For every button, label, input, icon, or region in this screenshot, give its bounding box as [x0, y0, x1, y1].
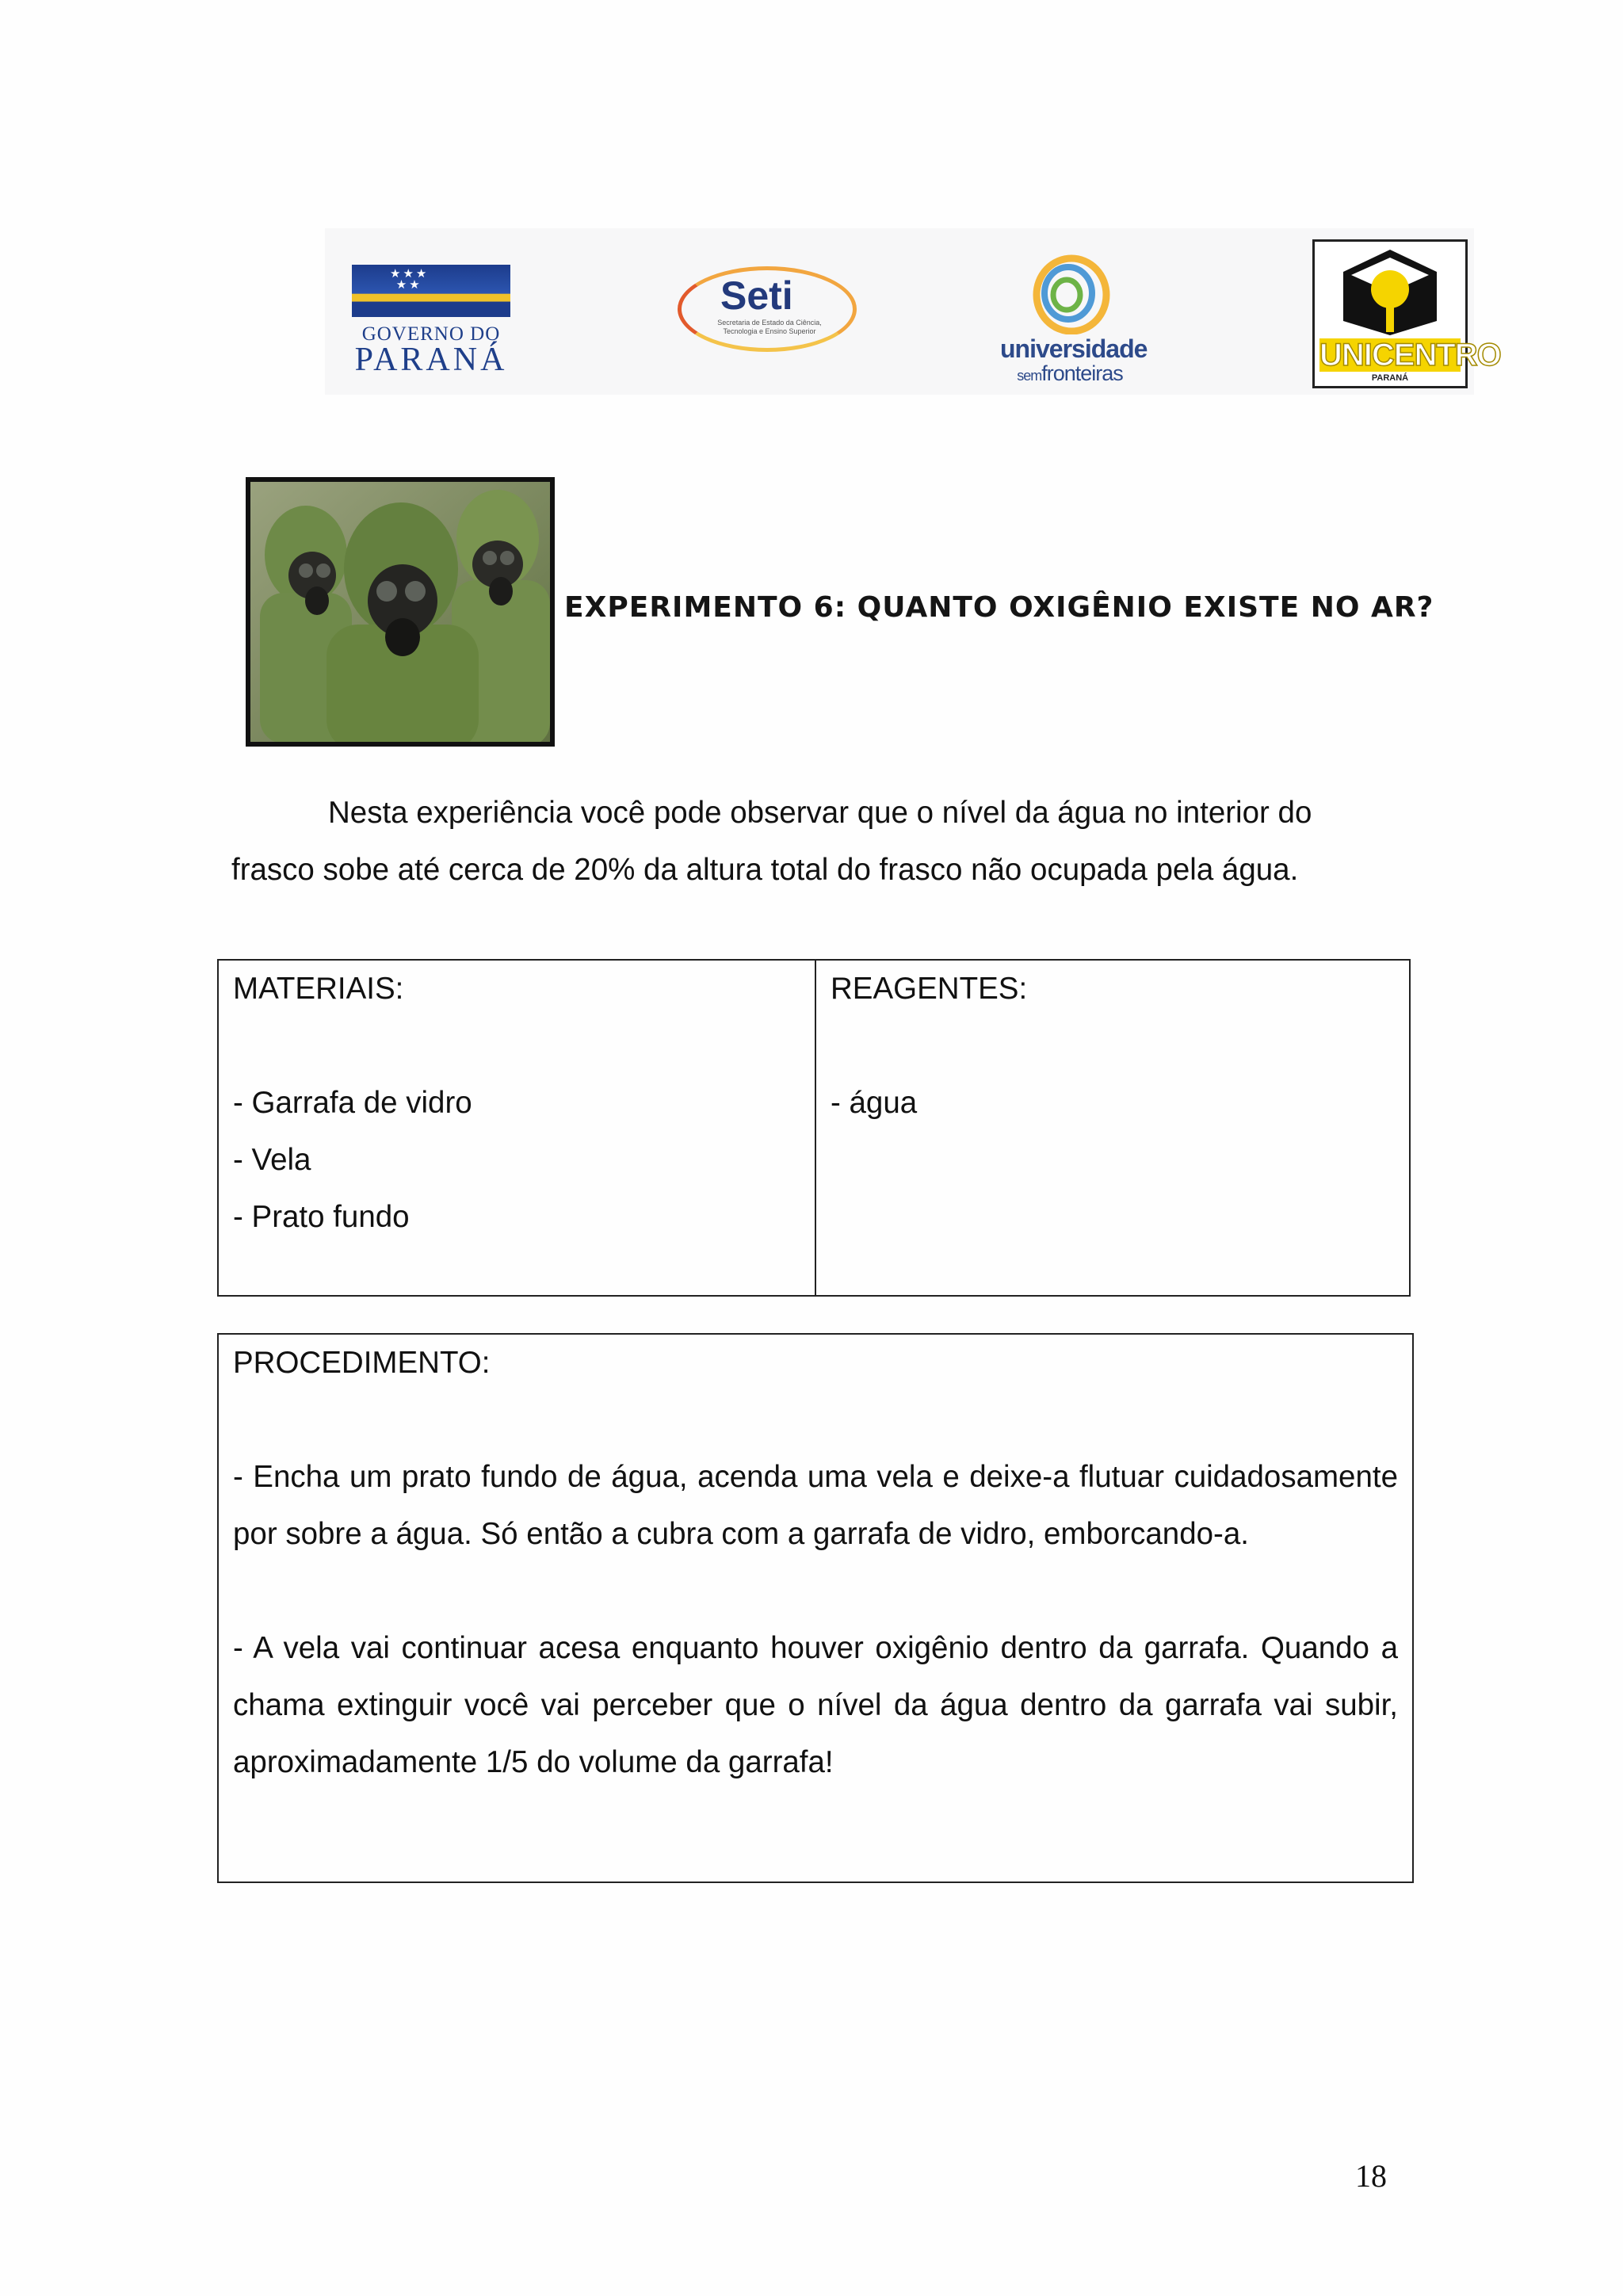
- stars-icon: ★★★ ★★: [390, 266, 430, 292]
- unicentro-logo-text: UNICENTRO: [1319, 338, 1501, 372]
- reagents-cell: [831, 961, 1027, 1132]
- gov-logo-line2: PARANÁ: [354, 342, 508, 378]
- list-item: - Garrafa de vidro: [233, 1086, 472, 1120]
- gov-logo-line1: GOVERNO DO: [361, 323, 501, 345]
- page-number: 18: [1355, 2158, 1387, 2194]
- reagents-list: [831, 1075, 1027, 1132]
- unicentro-emblem-icon: [1340, 248, 1440, 337]
- universidade-sem-fronteiras-logo: [1000, 252, 1148, 392]
- seti-logo-word: Seti: [720, 273, 793, 318]
- materials-list: [233, 1075, 472, 1246]
- gas-mask-figures-icon: [250, 482, 550, 742]
- unicentro-logo: [1312, 239, 1501, 388]
- experiment-title: EXPERIMENTO 6: QUANTO OXIGÊNIO EXISTE NO AR?: [564, 591, 1434, 624]
- table-divider: [815, 961, 816, 1295]
- usf-logo-fronteiras: fronteiras: [1041, 361, 1123, 385]
- usf-logo-sem: sem: [1017, 368, 1042, 384]
- intro-text: Nesta experiência você pode observar que o nível da água no interior do frasco sobe até cerca de 20% da altura total do frasco não ocupada pela água.: [231, 796, 1312, 887]
- materials-cell: [233, 961, 472, 1246]
- procedure-box: [217, 1333, 1414, 1883]
- procedure-content: [233, 1335, 1398, 1791]
- procedure-heading: PROCEDIMENTO:: [233, 1346, 491, 1380]
- seti-logo: [678, 266, 861, 357]
- rings-icon: [1032, 252, 1111, 334]
- list-item: - água: [831, 1086, 918, 1120]
- usf-logo-line2: [1000, 361, 1140, 386]
- procedure-step-1: - Encha um prato fundo de água, acenda uma vela e deixe-a flutuar cuidadosamente por sobre a água. Só então a cubra com a garrafa de vidro, emborcando-a.: [233, 1460, 1398, 1551]
- procedure-step-2: - A vela vai continuar acesa enquanto houver oxigênio dentro da garrafa. Quando a chama extinguir você vai perceber que o nível da água dentro da garrafa vai subir, aproximadamente 1/5 do volume da garrafa!: [233, 1631, 1398, 1779]
- governo-parana-logo: [352, 265, 510, 376]
- usf-logo-line1: universidade: [1000, 334, 1148, 363]
- reagents-heading: REAGENTES:: [831, 972, 1028, 1006]
- list-item: - Prato fundo: [233, 1200, 410, 1234]
- unicentro-logo-state: PARANÁ: [1371, 373, 1409, 383]
- materials-reagents-table: [217, 959, 1411, 1297]
- parana-flag-icon: [352, 265, 510, 317]
- seti-logo-subtitle: Secretaria de Estado da Ciência, Tecnologia e Ensino Superior: [717, 319, 822, 335]
- intro-paragraph: [231, 785, 1400, 899]
- list-item: - Vela: [233, 1143, 311, 1177]
- gas-mask-soldiers-photo: [246, 477, 555, 747]
- materials-heading: MATERIAIS:: [233, 972, 404, 1006]
